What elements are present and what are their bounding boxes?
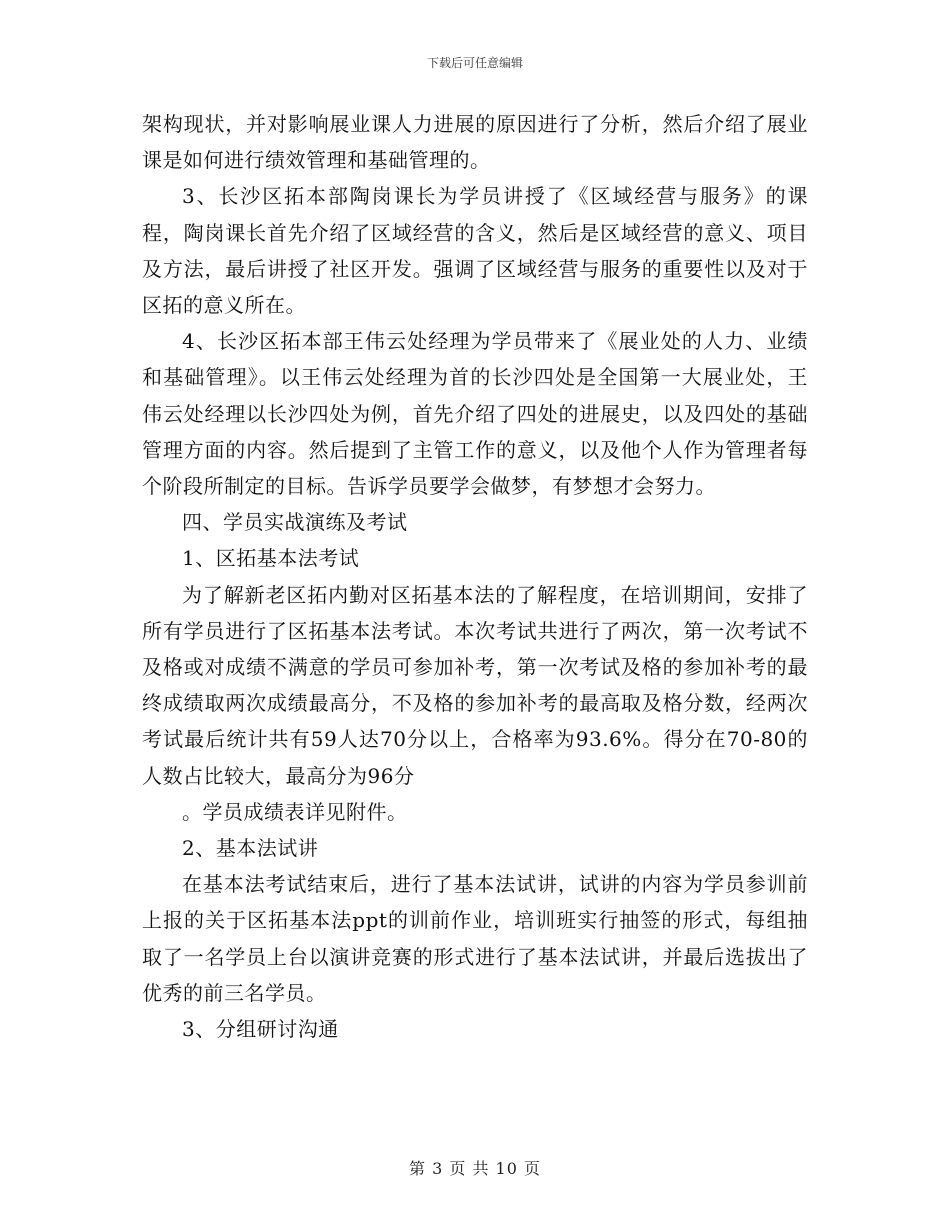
paragraph-1: 架构现状，并对影响展业课人力进展的原因进行了分析，然后介绍了展业课是如何进行绩效管理和基础管理的。 bbox=[142, 112, 808, 173]
paragraph-2: 3、长沙区拓本部陶岗课长为学员讲授了《区域经营与服务》的课程，陶岗课长首先介绍了区域经营的含义，然后是区域经营的意义、项目及方法，最后讲授了社区开发。强调了区域经营与服务的重要性以及对于区拓的意义所在。 bbox=[142, 184, 808, 318]
paragraph-appendix-note: 。学员成绩表详见附件。 bbox=[182, 799, 408, 824]
page-footer: 第 3 页 共 10 页 bbox=[409, 1159, 541, 1178]
document-body bbox=[142, 106, 808, 1047]
paragraph-trial-lecture: 在基本法考试结束后，进行了基本法试讲，试讲的内容为学员参训前上报的关于区拓基本法ppt的训前作业，培训班实行抽签的形式，每组抽取了一名学员上台以演讲竞赛的形式进行了基本法试讲，并最后选拔出了优秀的前三名学员。 bbox=[142, 872, 808, 1005]
paragraph-3: 4、长沙区拓本部王伟云处经理为学员带来了《展业处的人力、业绩和基础管理》。以王伟云处经理为首的长沙四处是全国第一大展业处，王伟云处经理以长沙四处为例，首先介绍了四处的进展史，以及四处的基础管理方面的内容。然后提到了主管工作的意义，以及他个人作为管理者每个阶段所制定的目标。告诉学员要学会做梦，有梦想才会努力。 bbox=[142, 329, 808, 499]
subheading-2: 2、基本法试讲 bbox=[182, 836, 319, 861]
page-header: 下载后可任意编辑 bbox=[426, 56, 523, 70]
subheading-1: 1、区拓基本法考试 bbox=[182, 546, 360, 571]
subheading-3: 3、分组研讨沟通 bbox=[182, 1017, 339, 1042]
section-heading-4: 四、学员实战演练及考试 bbox=[182, 510, 408, 535]
paragraph-exam: 为了解新老区拓内勤对区拓基本法的了解程度，在培训期间，安排了所有学员进行了区拓基本法考试。本次考试共进行了两次，第一次考试不及格或对成绩不满意的学员可参加补考，第一次考试及格的参加补考的最终成绩取两次成绩最高分，不及格的参加补考的最高取及格分数，经两次考试最后统计共有59人达70分以上，合格率为93.6%。得分在70-80的人数占比较大，最高分为96分 bbox=[142, 582, 808, 788]
